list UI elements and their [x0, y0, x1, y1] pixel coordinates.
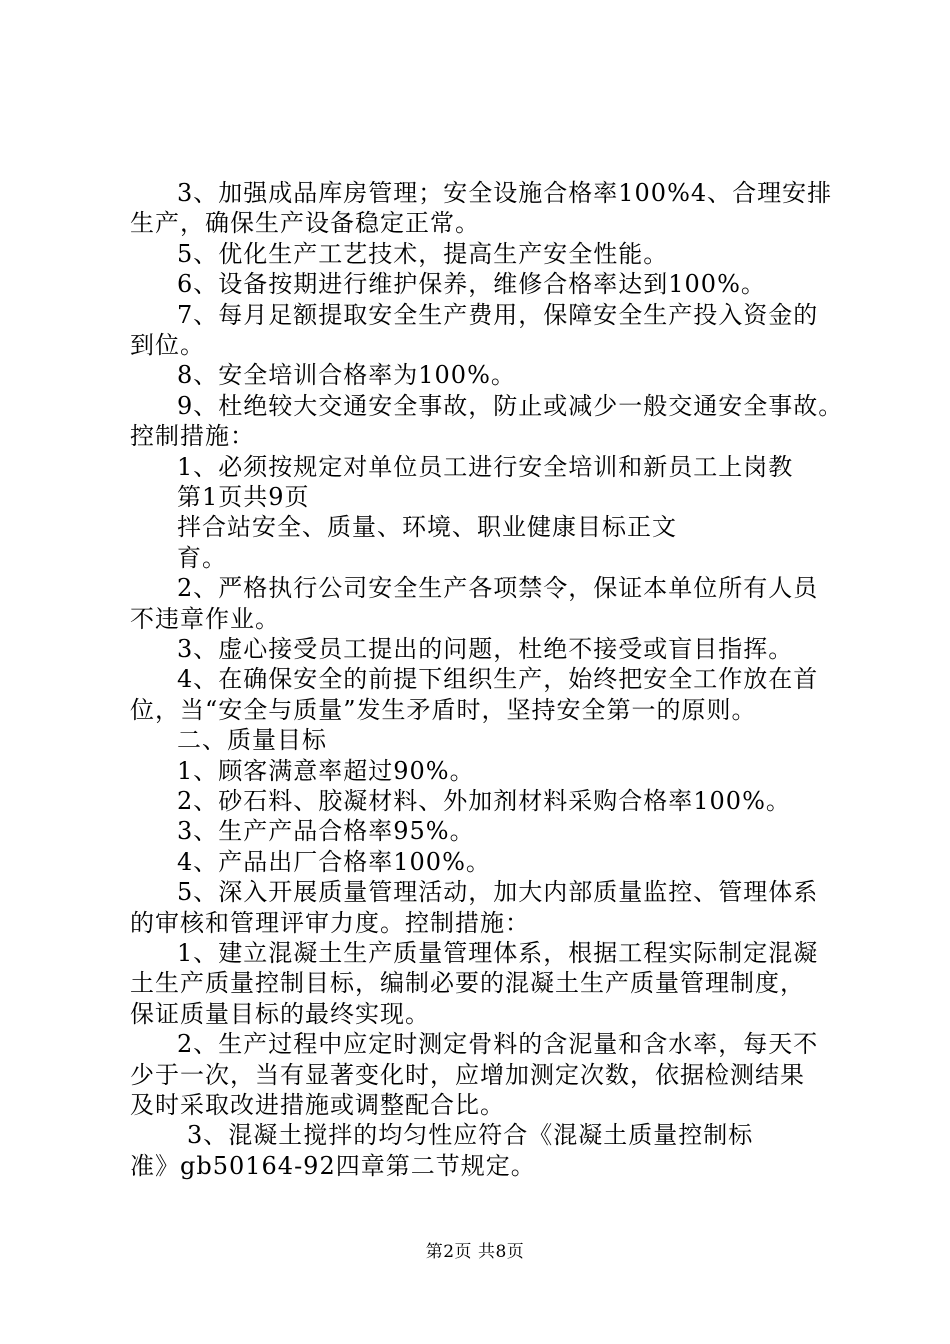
text-line: 保证质量目标的最终实现。	[130, 1000, 430, 1028]
text-line: 位，当“安全与质量”发生矛盾时，坚持安全第一的原则。	[130, 696, 757, 724]
text-line: 5、深入开展质量管理活动，加大内部质量监控、管理体系	[177, 878, 819, 906]
text-line: 的审核和管理评审力度。控制措施：	[130, 909, 530, 937]
text-line: 及时采取改进措施或调整配合比。	[130, 1091, 505, 1119]
text-line: 8、安全培训合格率为100%。	[177, 361, 516, 389]
text-line: 3、虚心接受员工提出的问题，杜绝不接受或盲目指挥。	[177, 635, 794, 663]
document-title-line: 拌合站安全、质量、环境、职业健康目标正文	[177, 513, 677, 541]
text-line: 土生产质量控制目标，编制必要的混凝土生产质量管理制度，	[130, 969, 805, 997]
text-line: 7、每月足额提取安全生产费用，保障安全生产投入资金的	[177, 301, 819, 329]
text-line: 1、顾客满意率超过90%。	[177, 757, 475, 785]
text-line: 3、加强成品库房管理；安全设施合格率100%4、合理安排	[177, 179, 833, 207]
text-line: 2、严格执行公司安全生产各项禁令，保证本单位所有人员	[177, 574, 819, 602]
text-line: 9、杜绝较大交通安全事故，防止或减少一般交通安全事故。	[177, 392, 844, 420]
text-line: 生产，确保生产设备稳定正常。	[130, 209, 480, 237]
text-line: 4、产品出厂合格率100%。	[177, 848, 491, 876]
text-line: 准》gb50164-92四章第二节规定。	[130, 1152, 536, 1180]
text-line: 2、生产过程中应定时测定骨料的含泥量和含水率，每天不	[177, 1030, 819, 1058]
text-line: 5、优化生产工艺技术，提高生产安全性能。	[177, 240, 669, 268]
page-number-inline: 第1页共9页	[177, 483, 310, 511]
text-line: 3、混凝土搅拌的均匀性应符合《混凝土质量控制标	[187, 1121, 754, 1149]
text-line: 育。	[177, 544, 227, 572]
text-line: 到位。	[130, 331, 205, 359]
page-footer: 第2页 共8页	[425, 1242, 525, 1262]
text-line: 少于一次，当有显著变化时，应增加测定次数，依据检测结果	[130, 1061, 805, 1089]
text-line: 4、在确保安全的前提下组织生产，始终把安全工作放在首	[177, 665, 819, 693]
section-heading: 二、质量目标	[177, 726, 327, 754]
text-line: 2、砂石料、胶凝材料、外加剂材料采购合格率100%。	[177, 787, 791, 815]
text-line: 1、必须按规定对单位员工进行安全培训和新员工上岗教	[177, 453, 794, 481]
text-line: 3、生产产品合格率95%。	[177, 817, 475, 845]
text-line: 1、建立混凝土生产质量管理体系，根据工程实际制定混凝	[177, 939, 819, 967]
text-line: 6、设备按期进行维护保养，维修合格率达到100%。	[177, 270, 766, 298]
text-line: 不违章作业。	[130, 605, 280, 633]
text-line: 控制措施：	[130, 422, 255, 450]
